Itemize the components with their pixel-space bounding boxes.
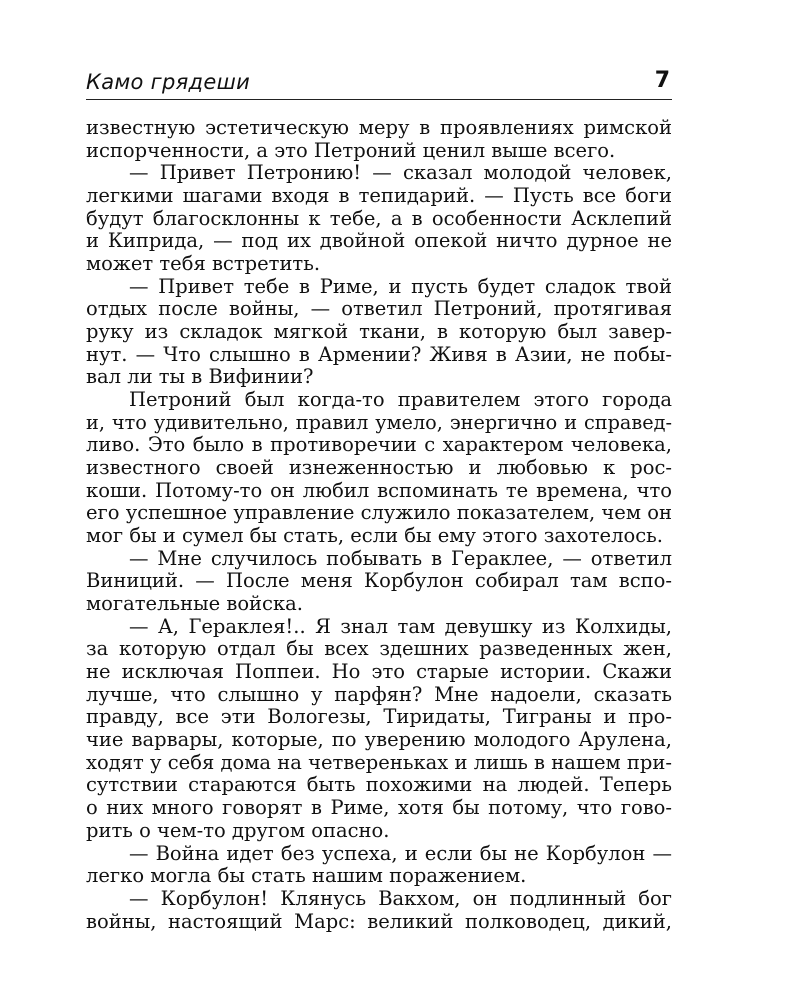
text-line: испорченности, а это Петроний ценил выше всего. [86,138,616,162]
text-line: легкими шагами входя в тепидарий. — Пусть все боги [86,184,672,208]
text-line: — Привет тебе в Риме, и пусть будет сладок твой [129,274,672,298]
text-line: нут. — Что слышно в Армении? Живя в Азии, не побы- [86,342,672,366]
text-line: могательные войска. [86,592,303,616]
running-head [86,68,672,98]
text-line: его успешное управление служило показателем, чем он [86,501,672,525]
body-text [86,117,672,933]
text-line: известную эстетическую меру в проявлениях римской [86,116,672,139]
text-line: мог бы и сумел бы стать, если бы ему этого захотелось. [86,524,663,548]
page-number: 7 [654,68,670,93]
text-line: отдых после войны, — ответил Петроний, протягивая [86,297,672,321]
text-line: и Киприда, — под их двойной опекой ничто дурное не [86,229,672,253]
text-line: не исключая Поппеи. Но это старые истории. Скажи [86,660,672,684]
text-line: руку из складок мягкой ткани, в которую был завер- [86,320,672,344]
text-line: вал ли ты в Вифинии? [86,365,314,389]
text-line: ходят у себя дома на четвереньках и лишь в нашем при- [86,750,672,774]
text-line: ливо. Это было в противоречии с характером человека, [86,433,672,457]
text-line: — Привет Петронию! — сказал молодой человек, [129,161,672,185]
text-line: будут благосклонны к тебе, а в особенности Асклепий [86,206,672,230]
text-line: — А, Гераклея!.. Я знал там девушку из Колхиды, [129,614,672,638]
text-line: — Корбулон! Клянусь Вакхом, он подлинный бог [129,886,672,910]
text-line: правду, все эти Вологезы, Тиридаты, Тиграны и про- [86,705,672,729]
text-line: за которую отдал бы всех здешних разведенных жен, [86,637,672,661]
text-line: Петроний был когда-то правителем этого города [129,388,672,412]
text-line: может тебя встретить. [86,252,321,276]
text-line: и, что удивительно, правил умело, энергично и справед- [86,410,672,434]
header-rule [86,99,672,100]
text-line: чие варвары, которые, по уверению молодого Арулена, [86,728,672,752]
text-line: коши. Потому-то он любил вспоминать те времена, что [86,478,672,502]
text-line: сутствии стараются быть похожими на людей. Теперь [86,773,672,797]
text-line: Виниций. — После меня Корбулон собирал там вспо- [86,569,672,593]
text-line: легко могла бы стать нашим поражением. [86,864,527,888]
text-line: о них много говорят в Риме, хотя бы потому, что гово- [86,796,672,820]
text-line: — Война идет без успеха, и если бы не Корбулон — [129,841,672,865]
running-title: Камо грядеши [86,70,251,94]
text-line: войны, настоящий Марс: великий полководец, дикий, [86,909,672,933]
text-line: известного своей изнеженностью и любовью к рос- [86,456,672,480]
text-line: — Мне случилось побывать в Гераклее, — ответил [129,546,672,570]
text-line: рить о чем-то другом опасно. [86,818,390,842]
text-line: лучше, что слышно у парфян? Мне надоели, сказать [86,682,672,706]
